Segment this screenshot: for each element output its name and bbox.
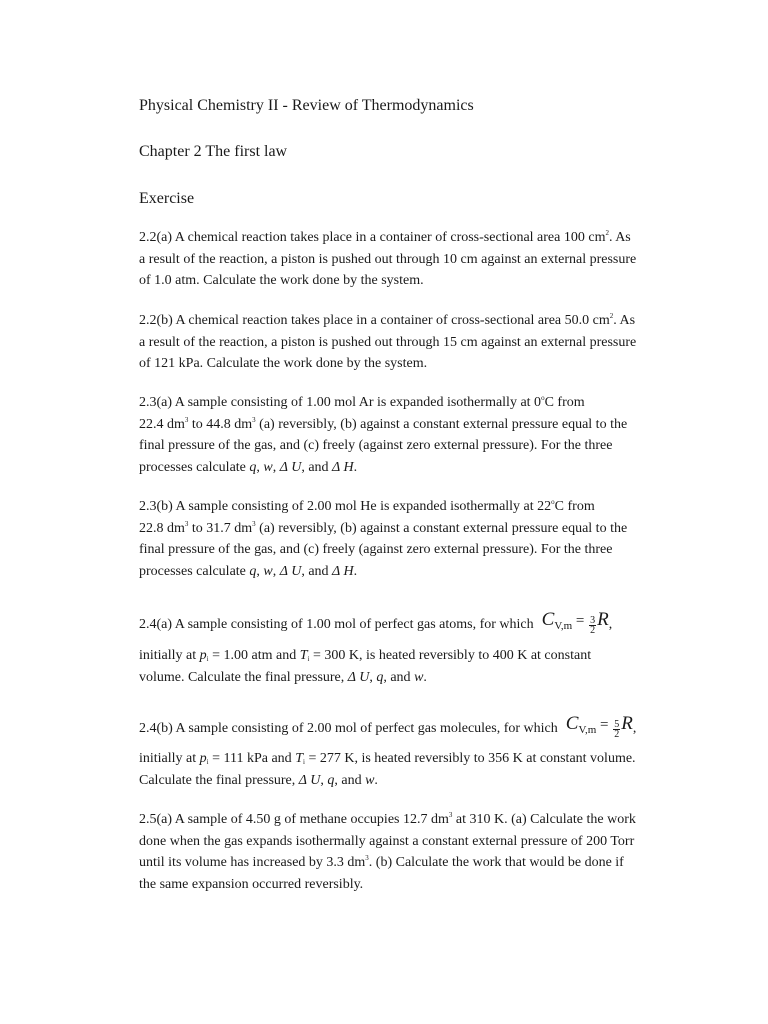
exercise-2-3b: 2.3(b) A sample consisting of 2.00 mol He is expanded isothermally at 22$^o$C from 22.8 $dm^3$ to 31.7 $dm^3$ (a) reversibly, (b) against a constant external pressure equal to the final pressure of the gas, and (c) freely (against zero external pressure). For the three processes calculate q, w, Δ U, and Δ H. [139,498,628,579]
exercise-2-4a-body: initially at $p_i = 1.00$ atm and $T_i = 300$ K, is heated reversibly to 400 K at constant volume. Calculate the final pressure, Δ U, q, and w. [139,648,592,685]
exercise-2-4b-body: initially at $p_i = 111$ kPa and $T_i = 277$ K, is heated reversibly to 356 K at constant volume. Calculate the final pressure, Δ U, q, and w. [139,751,636,788]
heat-capacity-formula: $C_{V,m}$ = $\frac{5}{2}$ R [565,713,633,740]
exercise-2-2a: 2.2(a) A chemical reaction takes place in a container of cross-sectional area 100 $cm^2$. As a result of the reaction, a piston is pushed out through 10 cm against an external pressure of 1.0 atm. Calculate the work done by the system. [139,229,637,288]
heat-capacity-formula: $C_{V,m}$ = $\frac{3}{2}$ R [541,609,609,636]
exercise-2-4a-intro: 2.4(a) A sample consisting of 1.00 mol of perfect gas atoms, for which $C_{V,m}$ = $\frac{3}{2}$ R, [139,609,613,636]
section-heading: Exercise [139,190,195,207]
chapter-heading: Chapter 2 The first law [139,143,288,160]
exercise-2-5a: 2.5(a) A sample of 4.50 g of methane occupies 12.7 $dm^3$ at 310 K. (a) Calculate the work done when the gas expands isothermally against a constant external pressure of 200 Torr until its volume has increased by 3.3 $dm^3$. (b) Calculate the work that would be done if the same expansion occurred reversibly. [139,811,636,892]
page-title: Physical Chemistry II - Review of Thermodynamics [139,97,474,114]
exercise-2-3a: 2.3(a) A sample consisting of 1.00 mol Ar is expanded isothermally at 0$^o$C from 22.4 $dm^3$ to 44.8 $dm^3$ (a) reversibly, (b) against a constant external pressure equal to the final pressure of the gas, and (c) freely (against zero external pressure). For the three processes calculate q, w, Δ U, and Δ H. [139,394,628,475]
exercise-2-4b-intro: 2.4(b) A sample consisting of 2.00 mol of perfect gas molecules, for which $C_{V,m}$ = $\frac{5}{2}$ R, [139,713,637,740]
exercise-2-2b: 2.2(b) A chemical reaction takes place in a container of cross-sectional area 50.0 $cm^2$. As a result of the reaction, a piston is pushed out through 15 cm against an external pressure of 121 kPa. Calculate the work done by the system. [139,312,637,371]
